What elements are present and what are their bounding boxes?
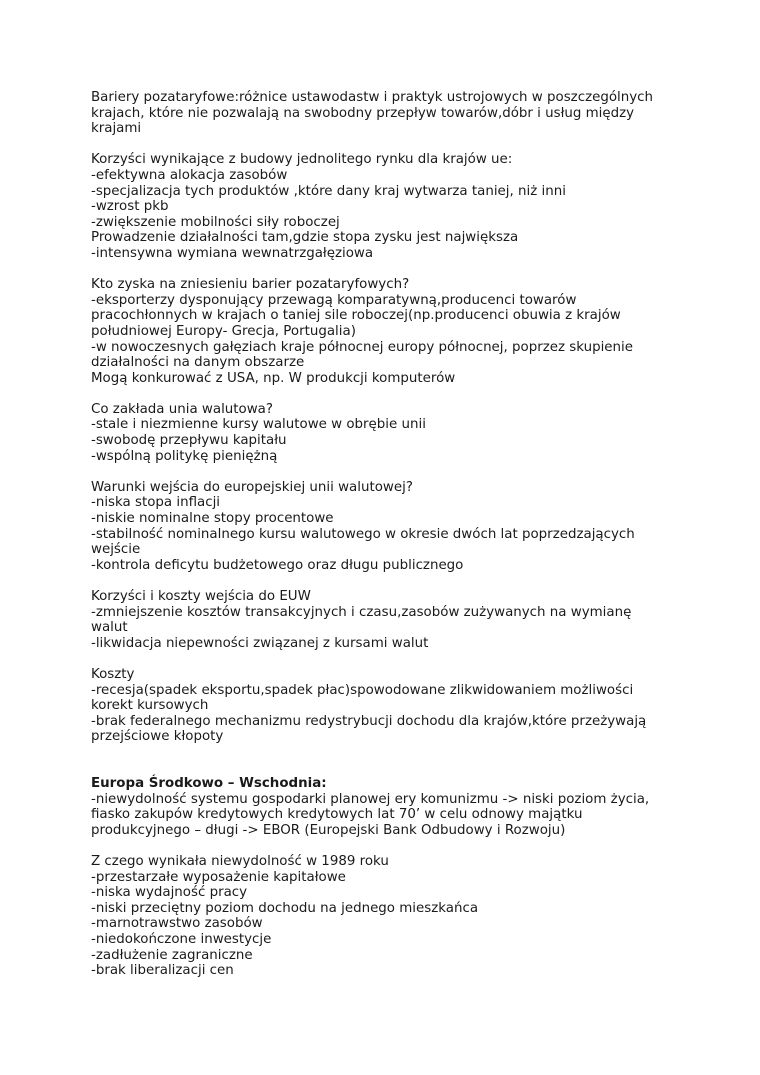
list-item: -brak liberalizacji cen bbox=[91, 963, 234, 979]
list-item: -likwidacja niepewności związanej z kursami walut bbox=[91, 635, 429, 651]
text-line: walut bbox=[91, 620, 128, 636]
text-line: krajami bbox=[91, 121, 142, 137]
list-item: -zwiększenie mobilności siły roboczej bbox=[91, 214, 340, 230]
list-item: -swobodę przepływu kapitału bbox=[91, 433, 287, 449]
list-item: -kontrola deficytu budżetowego oraz długu publicznego bbox=[91, 557, 464, 573]
text-line: działalności na danym obszarze bbox=[91, 355, 305, 371]
text-line: pracochłonnych w krajach o taniej sile roboczej(np.producenci obuwia z krajów bbox=[91, 308, 621, 324]
bold-section-title: Europa Środkowo – Wschodnia: bbox=[91, 776, 327, 792]
list-item: -recesja(spadek eksportu,spadek płac)spowodowane zlikwidowaniem możliwości bbox=[91, 682, 634, 698]
list-item: -niedokończone inwestycje bbox=[91, 932, 272, 948]
list-item: -stabilność nominalnego kursu walutowego w okresie dwóch lat poprzedzających bbox=[91, 526, 635, 542]
list-item: -efektywna alokacja zasobów bbox=[91, 167, 288, 183]
list-item: -specjalizacja tych produktów ,które dany kraj wytwarza taniej, niż inni bbox=[91, 183, 566, 199]
list-item: -niski przeciętny poziom dochodu na jednego mieszkańca bbox=[91, 900, 479, 916]
section-heading: Warunki wejścia do europejskiej unii walutowej? bbox=[91, 479, 413, 495]
text-line: krajach, które nie pozwalają na swobodny przepływ towarów,dóbr i usług między bbox=[91, 105, 635, 121]
list-item: -niska wydajność pracy bbox=[91, 885, 248, 901]
list-item: -eksporterzy dysponujący przewagą komparatywną,producenci towarów bbox=[91, 292, 577, 308]
section-heading: Koszty bbox=[91, 666, 135, 682]
text-line: produkcyjnego – długi -> EBOR (Europejski Bank Odbudowy i Rozwoju) bbox=[91, 822, 566, 838]
text-line: Prowadzenie działalności tam,gdzie stopa zysku jest największa bbox=[91, 230, 519, 246]
list-item: -brak federalnego mechanizmu redystrybucji dochodu dla krajów,które przeżywają bbox=[91, 713, 647, 729]
list-item: -zmniejszenie kosztów transakcyjnych i czasu,zasobów zużywanych na wymianę bbox=[91, 604, 632, 620]
list-item: -marnotrawstwo zasobów bbox=[91, 916, 263, 932]
list-item: -wzrost pkb bbox=[91, 199, 169, 215]
text-line: Mogą konkurować z USA, np. W produkcji komputerów bbox=[91, 370, 456, 386]
list-item: -przestarzałe wyposażenie kapitałowe bbox=[91, 869, 346, 885]
list-item: -w nowoczesnych gałęziach kraje północnej europy północnej, poprzez skupienie bbox=[91, 339, 633, 355]
list-item: -niewydolność systemu gospodarki planowej ery komunizmu -> niski poziom życia, bbox=[91, 791, 650, 807]
section-heading: Korzyści wynikające z budowy jednolitego rynku dla krajów ue: bbox=[91, 152, 513, 168]
section-heading: Korzyści i koszty wejścia do EUW bbox=[91, 589, 311, 604]
text-line: wejście bbox=[91, 542, 141, 558]
list-item: -intensywna wymiana wewnatrzgałęziowa bbox=[91, 245, 374, 261]
document-page bbox=[91, 90, 691, 979]
list-item: -wspólną politykę pieniężną bbox=[91, 448, 278, 464]
text-line: korekt kursowych bbox=[91, 698, 209, 714]
list-item: -zadłużenie zagraniczne bbox=[91, 947, 253, 963]
text-line: Bariery pozataryfowe:różnice ustawodastw i praktyk ustrojowych w poszczególnych bbox=[91, 90, 654, 105]
list-item: -niska stopa inflacji bbox=[91, 495, 221, 511]
text-line: przejściowe kłopoty bbox=[91, 729, 224, 745]
section-heading: Z czego wynikała niewydolność w 1989 roku bbox=[91, 854, 389, 870]
list-item: -stale i niezmienne kursy walutowe w obrębie unii bbox=[91, 417, 426, 433]
section-heading: Kto zyska na zniesieniu barier pozataryfowych? bbox=[91, 277, 410, 293]
text-line: fiasko zakupów kredytowych kredytowych lat 70’ w celu odnowy majątku bbox=[91, 807, 583, 823]
section-heading: Co zakłada unia walutowa? bbox=[91, 401, 273, 417]
text-line: południowej Europy- Grecja, Portugalia) bbox=[91, 323, 356, 339]
list-item: -niskie nominalne stopy procentowe bbox=[91, 511, 334, 527]
